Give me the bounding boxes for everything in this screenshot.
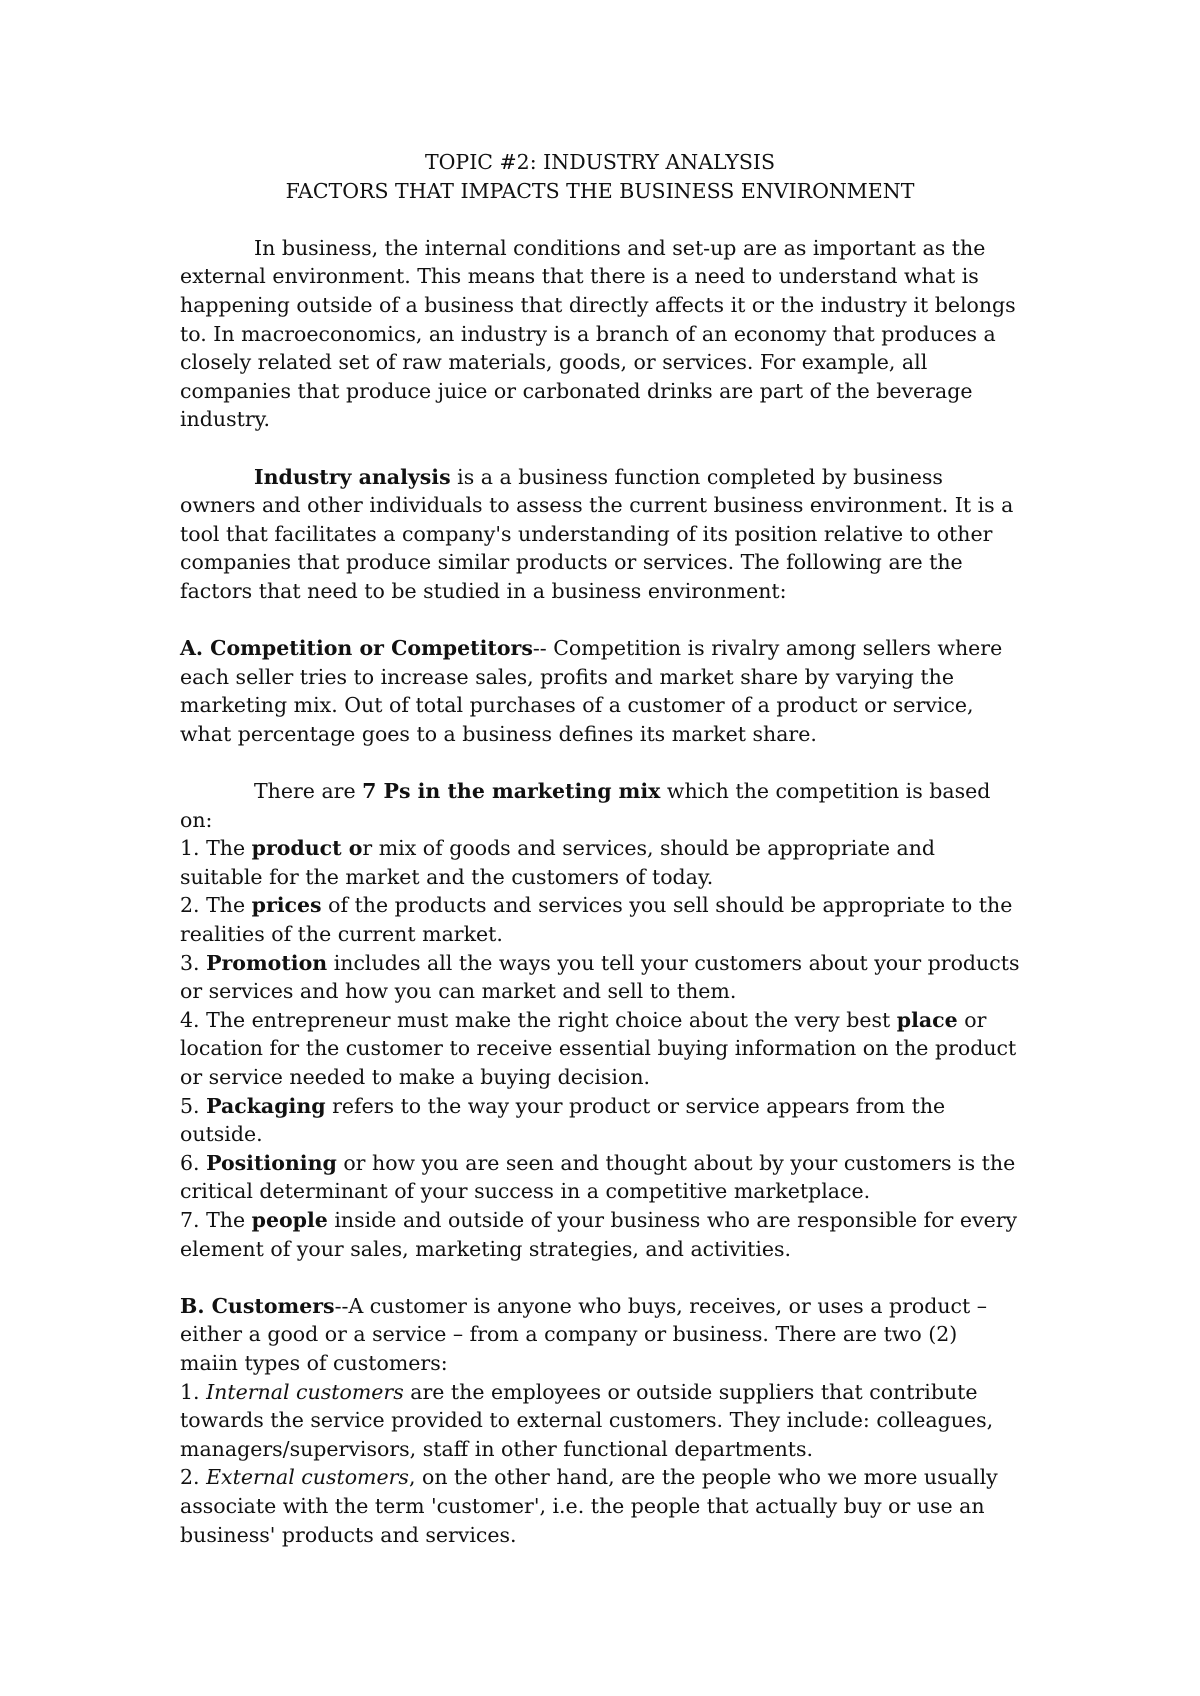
list-item-text: inside and outside of your business who are responsible for every element of your sales, marketing strategies, and activities.	[180, 1207, 1018, 1261]
list-item-term: product o	[251, 836, 363, 861]
marketing-mix-intro-pre: There are	[254, 779, 363, 804]
list-item-prefix: 1. The	[180, 836, 252, 861]
section-b-paragraph	[180, 1292, 1020, 1378]
list-item-term: Promotion	[206, 950, 328, 975]
list-item-prefix: 7. The	[180, 1207, 252, 1232]
list-item-prefix: 1.	[180, 1379, 207, 1404]
list-item-term: people	[251, 1207, 328, 1232]
list-item-prefix: 6.	[180, 1150, 207, 1175]
list-item-term: prices	[251, 893, 322, 918]
page-title: TOPIC #2: INDUSTRY ANALYSIS	[424, 150, 776, 174]
list-item-prefix: 5.	[180, 1093, 207, 1118]
marketing-mix-intro-bold: 7 Ps in the marketing mix	[362, 779, 661, 804]
intro-paragraph: In business, the internal conditions and set-up are as important as the external environment. This means that there is a need to understand what is happening outside of a business that directly affects it or the industry it belongs to. In macroeconomics, an industry is a branch of an economy that produces a closely related set of raw materials, goods, or services. For example, all companies that produce juice or carbonated drinks are part of the beverage industry.	[180, 235, 1016, 432]
list-item-text: are the employees or outside suppliers that contribute towards the service provided to external customers. They include: colleagues, managers/supervisors, staff in other functional departments.	[180, 1379, 994, 1461]
list-item-term: Internal customers	[206, 1379, 404, 1404]
list-item-text: or how you are seen and thought about by your customers is the critical determinant of your success in a competitive marketplace.	[180, 1150, 1016, 1204]
list-item-text: or location for the customer to receive essential buying information on the product or service needed to make a buying decision.	[180, 1007, 1017, 1089]
page-subtitle: FACTORS THAT IMPACTS THE BUSINESS ENVIRONMENT	[285, 178, 915, 203]
industry-analysis-paragraph	[180, 463, 1020, 606]
customer-types-list	[180, 1378, 1020, 1550]
list-item-term: External customers	[206, 1465, 409, 1490]
list-item-prefix: 2.	[180, 1465, 207, 1490]
section-a-heading: A. Competition or Competitors	[180, 636, 533, 661]
list-item	[180, 891, 1020, 948]
section-b-text: --A customer is anyone who buys, receives, or uses a product – either a good or a service – from a company or business. There are two (2) maiin types of customers:	[180, 1293, 988, 1375]
section-a-paragraph	[180, 634, 1020, 748]
list-item-term: place	[896, 1007, 958, 1032]
marketing-mix-intro	[180, 777, 1020, 834]
list-item-text: of the products and services you sell should be appropriate to the realities of the current market.	[180, 893, 1013, 947]
marketing-mix-list	[180, 834, 1020, 1263]
list-item-term: Packaging	[206, 1093, 326, 1118]
list-item-prefix: 2. The	[180, 893, 252, 918]
list-item	[180, 1378, 1020, 1464]
list-item	[180, 1092, 1020, 1149]
list-item	[180, 1463, 1020, 1549]
list-item	[180, 949, 1020, 1006]
industry-analysis-text: is a a business function completed by business owners and other individuals to assess the current business environment. It is a tool that facilitates a company's understanding of its position relative to other companies that produce similar products or services. The following are the factors that need to be studied in a business environment:	[180, 464, 1014, 603]
list-item-text: includes all the ways you tell your customers about your products or services and how you can market and sell to them.	[180, 950, 1020, 1004]
industry-analysis-term: Industry analysis	[254, 464, 451, 489]
list-item-text: refers to the way your product or service appears from the outside.	[180, 1093, 946, 1147]
list-item-text: r mix of goods and services, should be appropriate and suitable for the market and the customers of today.	[180, 836, 936, 889]
section-a-text: -- Competition is rivalry among sellers where each seller tries to increase sales, profits and market share by varying the marketing mix. Out of total purchases of a customer of a product or service, what percentage goes to a business defines its market share.	[180, 636, 1003, 746]
list-item-prefix: 3.	[180, 950, 207, 975]
list-item	[180, 1006, 1020, 1092]
list-item-prefix: 4. The entrepreneur must make the right choice about the very best	[180, 1007, 897, 1032]
list-item	[180, 1149, 1020, 1206]
section-b-heading: B. Customers	[180, 1293, 335, 1318]
list-item-term: Positioning	[206, 1150, 337, 1175]
list-item	[180, 834, 1020, 891]
list-item	[180, 1206, 1020, 1263]
marketing-mix-intro-post: which the competition is based on:	[180, 779, 991, 832]
list-item-text: , on the other hand, are the people who we more usually associate with the term 'customer', i.e. the people that actually buy or use an business' products and services.	[180, 1465, 998, 1547]
